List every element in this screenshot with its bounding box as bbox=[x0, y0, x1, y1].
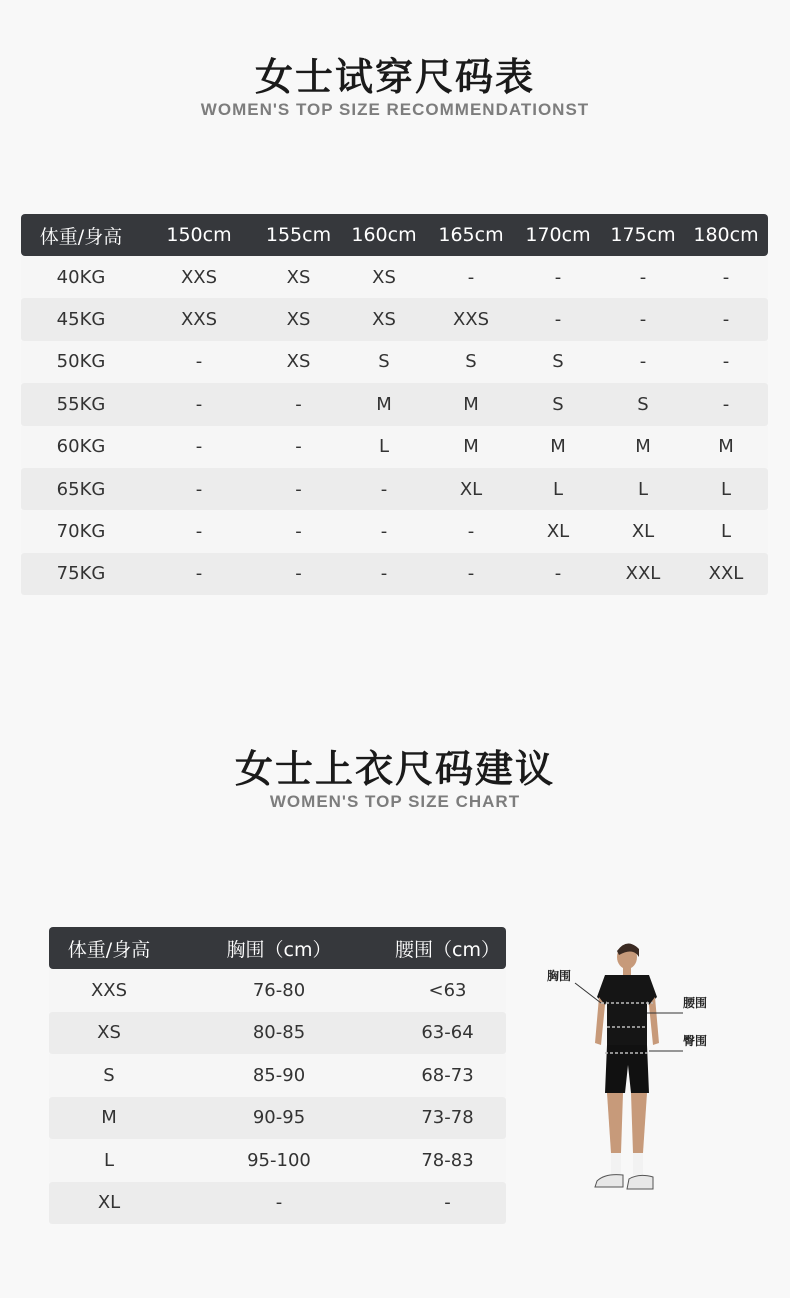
header-175cm: 175cm bbox=[610, 224, 676, 246]
size-cell: S bbox=[103, 1064, 115, 1086]
size-cell: XS bbox=[97, 1022, 121, 1044]
jersey bbox=[597, 975, 657, 1045]
size-cell: M bbox=[718, 436, 734, 458]
size-cell: - bbox=[195, 521, 203, 543]
table-row bbox=[49, 1097, 506, 1140]
header-165cm: 165cm bbox=[438, 224, 504, 246]
size-cell: L bbox=[720, 478, 732, 500]
table-row bbox=[49, 1012, 506, 1055]
table-row bbox=[21, 298, 768, 340]
size-cell: - bbox=[467, 521, 475, 543]
size-cell: XS bbox=[286, 351, 311, 373]
size-cell: - bbox=[639, 309, 647, 331]
table-header-row bbox=[49, 927, 506, 969]
chest-cell: 80-85 bbox=[252, 1022, 306, 1044]
size-cell: - bbox=[295, 521, 302, 543]
table-row bbox=[21, 468, 768, 510]
chest-label: 胸围 bbox=[547, 969, 572, 983]
header-160cm: 160cm bbox=[351, 224, 417, 246]
size-cell: - bbox=[639, 266, 647, 288]
header-chest: 胸围（cm） bbox=[226, 938, 332, 961]
weight-cell: 60KG bbox=[56, 436, 106, 458]
size-cell: S bbox=[465, 351, 477, 373]
table-row bbox=[21, 341, 768, 383]
table-row bbox=[21, 510, 768, 552]
waist-cell: <63 bbox=[428, 979, 467, 1001]
size-cell: S bbox=[637, 393, 649, 415]
header-170cm: 170cm bbox=[525, 224, 591, 246]
size-cell: - bbox=[380, 563, 388, 585]
hip-label: 臀围 bbox=[683, 1034, 708, 1048]
chest-cell: - bbox=[275, 1192, 283, 1214]
size-cell: - bbox=[295, 436, 302, 458]
weight-cell: 40KG bbox=[56, 266, 106, 288]
weight-cell: 65KG bbox=[56, 478, 106, 500]
table-row bbox=[49, 1139, 506, 1182]
size-cell: - bbox=[195, 563, 203, 585]
size-cell: - bbox=[554, 563, 562, 585]
size-cell: L bbox=[552, 478, 564, 500]
header-size: 体重/身高 bbox=[67, 938, 151, 961]
size-chart-subtitle: WOMEN'S TOP SIZE CHART bbox=[269, 792, 521, 811]
size-cell: L bbox=[378, 436, 390, 458]
size-cell: M bbox=[101, 1107, 117, 1129]
size-cell: - bbox=[195, 393, 203, 415]
size-recommendation-title: 女士试穿尺码表 bbox=[254, 55, 535, 99]
header-180cm: 180cm bbox=[693, 224, 759, 246]
size-cell: XL bbox=[459, 478, 483, 500]
table-row bbox=[49, 1182, 506, 1225]
size-cell: - bbox=[639, 351, 647, 373]
table-header-row bbox=[21, 214, 768, 256]
size-cell: - bbox=[467, 563, 475, 585]
waist-cell: 73-78 bbox=[421, 1107, 474, 1129]
waist-cell: - bbox=[444, 1192, 451, 1214]
size-cell: - bbox=[380, 521, 388, 543]
size-cell: S bbox=[552, 351, 564, 373]
size-cell: S bbox=[552, 393, 564, 415]
size-cell: L bbox=[720, 521, 732, 543]
model-figure bbox=[535, 935, 735, 1205]
size-cell: - bbox=[380, 478, 388, 500]
weight-cell: 75KG bbox=[56, 563, 106, 585]
size-cell: XXS bbox=[90, 979, 128, 1001]
size-cell: - bbox=[554, 309, 562, 331]
size-cell: XS bbox=[372, 266, 396, 288]
size-recommendation-subtitle: WOMEN'S TOP SIZE RECOMMENDATIONST bbox=[200, 100, 590, 119]
size-cell: L bbox=[637, 478, 649, 500]
size-cell: - bbox=[467, 266, 475, 288]
size-cell: XL bbox=[546, 521, 570, 543]
size-cell: - bbox=[722, 351, 730, 373]
weight-cell: 50KG bbox=[56, 351, 106, 373]
header-150cm: 150cm bbox=[166, 224, 232, 246]
waist-label: 腰围 bbox=[683, 996, 708, 1010]
size-cell: - bbox=[295, 563, 302, 585]
table-row bbox=[49, 1054, 506, 1097]
weight-cell: 55KG bbox=[56, 393, 106, 415]
size-cell: XL bbox=[97, 1192, 121, 1214]
table-row bbox=[21, 256, 768, 298]
size-cell: M bbox=[463, 393, 479, 415]
table-row bbox=[21, 383, 768, 425]
size-cell: - bbox=[554, 266, 562, 288]
table-row bbox=[21, 426, 768, 468]
size-cell: XXL bbox=[708, 563, 744, 585]
size-cell: - bbox=[195, 436, 203, 458]
size-cell: XXL bbox=[625, 563, 661, 585]
size-cell: M bbox=[376, 393, 392, 415]
chest-cell: 90-95 bbox=[252, 1107, 306, 1129]
table-row bbox=[49, 969, 506, 1012]
weight-cell: 70KG bbox=[56, 521, 106, 543]
header-waist: 腰围（cm） bbox=[395, 938, 500, 961]
size-cell: XL bbox=[631, 521, 655, 543]
size-cell: M bbox=[550, 436, 566, 458]
chest-cell: 95-100 bbox=[247, 1149, 311, 1171]
chest-cell: 76-80 bbox=[252, 979, 306, 1001]
weight-cell: 45KG bbox=[56, 309, 106, 331]
waist-cell: 78-83 bbox=[421, 1149, 474, 1171]
size-cell: M bbox=[463, 436, 479, 458]
size-cell: - bbox=[722, 266, 730, 288]
size-cell: - bbox=[195, 478, 203, 500]
size-cell: XS bbox=[372, 309, 396, 331]
waist-cell: 68-73 bbox=[421, 1064, 474, 1086]
size-chart-title: 女士上衣尺码建议 bbox=[234, 747, 555, 791]
size-cell: XXS bbox=[452, 309, 490, 331]
size-cell: - bbox=[195, 351, 203, 373]
header-weight-height: 体重/身高 bbox=[39, 225, 123, 248]
header-155cm: 155cm bbox=[265, 224, 332, 246]
size-cell: - bbox=[295, 478, 302, 500]
table-row bbox=[21, 553, 768, 595]
size-chart-table bbox=[49, 927, 506, 1224]
size-cell: L bbox=[103, 1149, 115, 1171]
size-cell: XXS bbox=[180, 309, 218, 331]
size-recommendation-table bbox=[21, 214, 768, 595]
chest-cell: 85-90 bbox=[252, 1064, 306, 1086]
size-cell: XS bbox=[286, 309, 311, 331]
size-cell: M bbox=[635, 436, 651, 458]
size-cell: XS bbox=[286, 266, 311, 288]
size-cell: XXS bbox=[180, 266, 218, 288]
size-cell: - bbox=[295, 393, 302, 415]
size-cell: - bbox=[722, 393, 730, 415]
waist-cell: 63-64 bbox=[421, 1022, 474, 1044]
size-cell: S bbox=[378, 351, 390, 373]
size-cell: - bbox=[722, 309, 730, 331]
